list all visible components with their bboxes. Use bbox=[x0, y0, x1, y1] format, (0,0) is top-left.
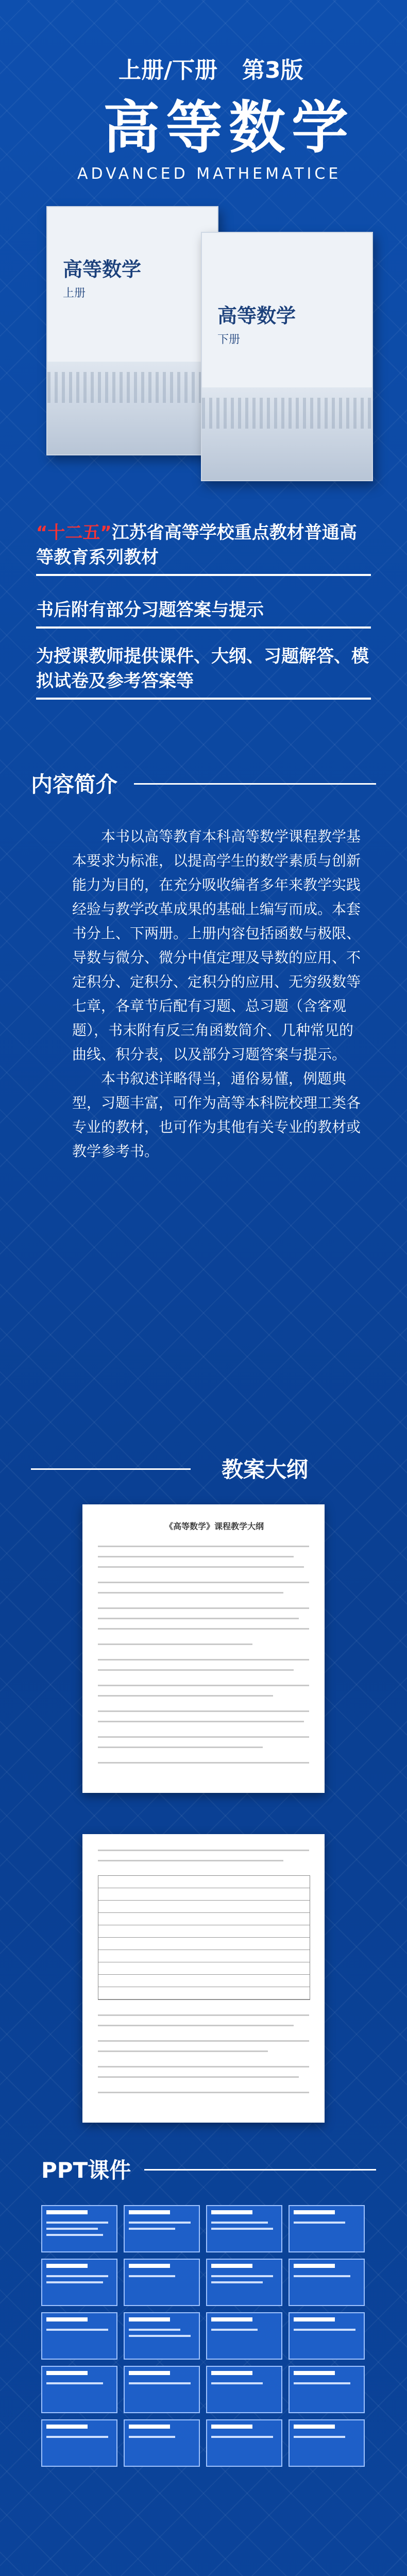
ppt-slide bbox=[206, 2366, 282, 2413]
feature-3 bbox=[36, 644, 371, 700]
feature-1-text: 江苏省高等学校重点教材普通高等教育系列教材 bbox=[36, 522, 357, 568]
cover-wave-pattern bbox=[47, 362, 217, 454]
feature-1-highlight: “十二五” bbox=[36, 522, 112, 543]
ppt-slide bbox=[124, 2205, 200, 2252]
ppt-slide bbox=[289, 2312, 365, 2360]
syllabus-header bbox=[0, 1448, 407, 1494]
english-subtitle: ADVANCED MATHEMATICE bbox=[77, 165, 342, 183]
feature-divider bbox=[36, 626, 371, 629]
volumes-label: 上册/下册 bbox=[118, 57, 218, 83]
ppt-slide bbox=[206, 2312, 282, 2360]
cover-wave-pattern bbox=[202, 387, 372, 480]
main-title: 高等数学 bbox=[103, 95, 354, 161]
ppt-heading: PPT课件 bbox=[41, 2158, 131, 2183]
header-rule bbox=[31, 1468, 191, 1470]
syllabus-doc-2 bbox=[82, 1834, 325, 2123]
ppt-slide bbox=[41, 2366, 117, 2413]
feature-3-text: 为授课教师提供课件、大纲、习题解答、模拟试卷及参考答案等 bbox=[36, 646, 369, 691]
syllabus-heading: 教案大纲 bbox=[222, 1457, 309, 1482]
ppt-slide bbox=[124, 2366, 200, 2413]
ppt-slide bbox=[289, 2366, 365, 2413]
ppt-slide bbox=[41, 2419, 117, 2467]
ppt-slide bbox=[124, 2312, 200, 2360]
edition-label: 第3版 bbox=[242, 57, 303, 83]
book-cover-upper bbox=[46, 206, 218, 455]
ppt-slide bbox=[41, 2259, 117, 2306]
syllabus-doc-title: 《高等数学》课程教学大纲 bbox=[165, 1521, 264, 1531]
ppt-slide bbox=[206, 2259, 282, 2306]
ppt-slide bbox=[124, 2419, 200, 2467]
book-cover-lower bbox=[201, 232, 373, 481]
feature-divider bbox=[36, 574, 371, 576]
ppt-slide bbox=[289, 2259, 365, 2306]
book-lower-volume: 下册 bbox=[217, 333, 241, 346]
intro-header bbox=[0, 762, 407, 809]
ppt-slide bbox=[206, 2205, 282, 2252]
ppt-header bbox=[0, 2148, 407, 2195]
feature-divider bbox=[36, 698, 371, 700]
feature-1 bbox=[36, 520, 371, 576]
ppt-slide bbox=[41, 2312, 117, 2360]
header-rule bbox=[144, 2169, 376, 2171]
ppt-slide bbox=[289, 2205, 365, 2252]
book-lower-title: 高等数学 bbox=[217, 304, 296, 327]
feature-2-text: 书后附有部分习题答案与提示 bbox=[36, 600, 264, 620]
ppt-slide bbox=[289, 2419, 365, 2467]
ppt-slide bbox=[124, 2259, 200, 2306]
intro-heading: 内容简介 bbox=[31, 772, 118, 797]
book-upper-title: 高等数学 bbox=[63, 258, 142, 281]
intro-paragraph-1: 本书以高等教育本科高等数学课程教学基本要求为标准，以提高学生的数学素质与创新能力为目的，在充分吸收编者多年来教学实践经验与教学改革成果的基础上编写而成。本套书分上、下两册。上册内容包括函数与极限、导数与微分、微分中值定理及导数的应用、不定积分、定积分、定积分的应用、无穷级数等七章，各章节后配有习题、总习题（含客观题），书末附有反三角函数简介、几种常见的曲线、积分表，以及部分习题答案与提示。 bbox=[72, 828, 361, 1063]
ppt-slide bbox=[206, 2419, 282, 2467]
syllabus-doc-1 bbox=[82, 1504, 325, 1793]
intro-text bbox=[72, 824, 361, 1163]
ppt-slides-grid bbox=[41, 2205, 366, 2524]
ppt-slide bbox=[41, 2205, 117, 2252]
feature-2 bbox=[36, 598, 371, 629]
header-rule bbox=[134, 783, 376, 785]
book-upper-volume: 上册 bbox=[63, 287, 86, 300]
intro-paragraph-2: 本书叙述详略得当，通俗易懂，例题典型，习题丰富，可作为高等本科院校理工类各专业的教材，也可作为其他有关专业的教材或教学参考书。 bbox=[72, 1070, 361, 1160]
